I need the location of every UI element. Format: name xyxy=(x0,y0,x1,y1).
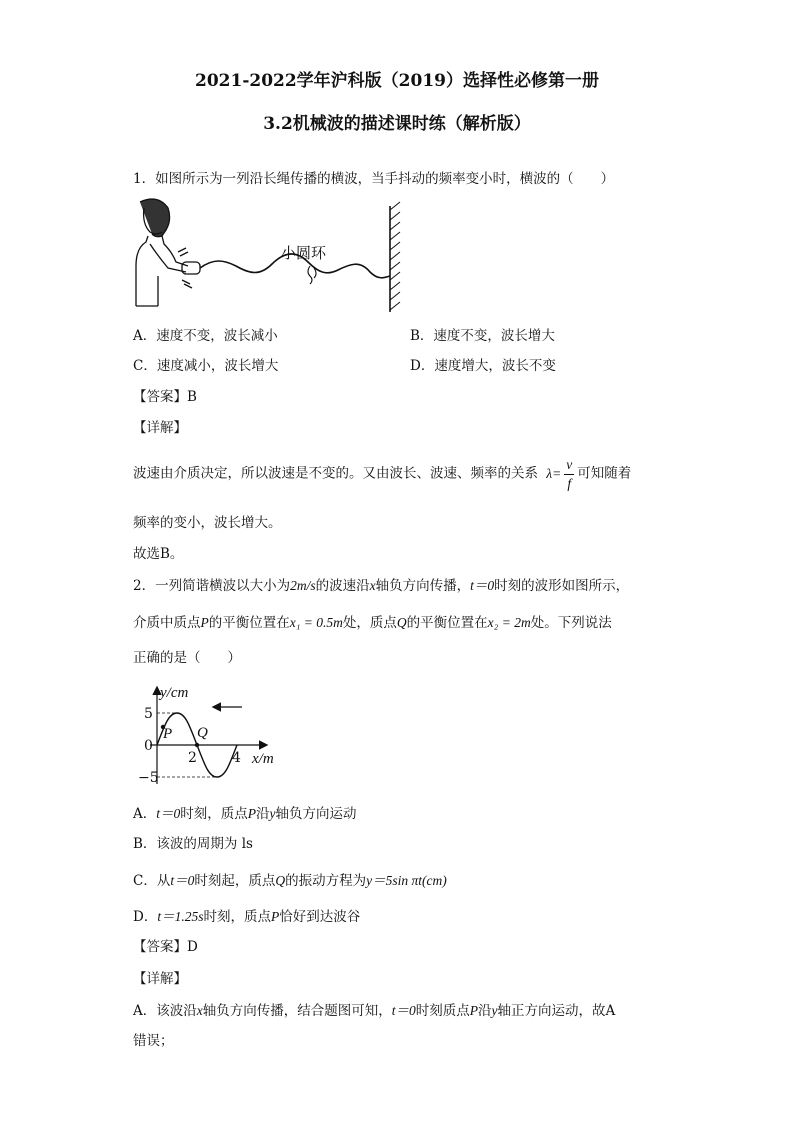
q1-option-d: D．速度增大，波长不变 xyxy=(410,358,556,374)
q2-time: t＝0 xyxy=(156,806,181,821)
graph-x-tick-2: 2 xyxy=(188,750,197,766)
q2-text: 处，质点 xyxy=(342,615,397,631)
q1-detail-heading: 【详解】 xyxy=(133,420,187,436)
document-title-line1: 2021-2022学年沪科版（2019）选择性必修第一册 xyxy=(195,71,599,91)
q2-answer: 【答案】D xyxy=(133,939,198,955)
q2-option-d xyxy=(133,910,360,925)
formula-lhs: λ= xyxy=(546,466,562,482)
q1-detail-text-a: 波速由介质决定，所以波速是不变的。又由波长、波速、频率的关系 xyxy=(133,465,538,482)
q1-detail-line1 xyxy=(133,458,631,490)
q2-point-p: P xyxy=(469,1003,479,1018)
q2-text: 处。下列说法 xyxy=(530,615,612,631)
document-title-line2: 3.2机械波的描述课时练（解析版） xyxy=(263,114,531,134)
graph-point-p-label: P xyxy=(163,726,173,742)
person-illustration xyxy=(136,199,200,306)
q2-text: 2．一列简谐横波以大小为 xyxy=(133,578,291,594)
q2-point-q: Q xyxy=(275,873,286,888)
q2-time: t＝0 xyxy=(391,1003,416,1018)
q2-detail-a xyxy=(133,1004,615,1019)
graph-point-q-label: Q xyxy=(197,725,208,741)
q2-axis-y: y xyxy=(491,1003,498,1018)
q2-text: 的振动方程为 xyxy=(285,873,367,889)
q1-option-a: A．速度不变，波长减小 xyxy=(133,328,278,344)
formula-denominator: f xyxy=(567,475,572,491)
q1-conclusion: 故选B。 xyxy=(133,546,184,562)
q2-text: D． xyxy=(133,909,158,925)
q2-axis-y: y xyxy=(269,806,276,821)
q2-text: 时刻起，质点 xyxy=(194,873,276,889)
q1-stem: 1．如图所示为一列沿长绳传播的横波，当手抖动的频率变小时，横波的（ ） xyxy=(133,171,615,187)
q2-text: 的平衡位置在 xyxy=(208,615,290,631)
q1-figure xyxy=(128,196,418,316)
q2-line3: 正确的是（ ） xyxy=(133,650,241,666)
q2-point-p: P xyxy=(270,909,280,924)
q2-text: 的波速沿 xyxy=(315,578,370,594)
q2-line2 xyxy=(133,616,612,631)
graph-x-label: x/m xyxy=(252,751,274,767)
q2-text: 时刻质点 xyxy=(415,1003,470,1019)
q2-option-a xyxy=(133,807,357,822)
q2-text: A． xyxy=(133,806,157,822)
q2-detail-heading: 【详解】 xyxy=(133,971,187,987)
q2-text: 沿 xyxy=(478,1003,492,1019)
q2-option-c xyxy=(133,874,447,889)
q2-text: C．从 xyxy=(133,873,171,889)
q2-point-q: Q xyxy=(396,615,407,630)
q1-figure-label: 小圆环 xyxy=(281,244,327,262)
q2-axis-x: x xyxy=(196,1003,203,1018)
q2-point-p: P xyxy=(200,615,209,630)
small-ring-icon xyxy=(308,266,316,284)
q2-option-b: B．该波的周期为 ls xyxy=(133,836,253,852)
graph-y-tick-5: 5 xyxy=(144,706,153,722)
q2-text: 恰好到达波谷 xyxy=(279,909,361,925)
q2-text: A．该波沿 xyxy=(133,1003,197,1019)
q2-time: t＝1.25s xyxy=(157,909,204,924)
q2-text: 时刻的波形如图所示， xyxy=(494,578,630,594)
q2-text: 轴正方向运动，故A xyxy=(497,1003,616,1019)
q1-detail-text-b: 可知随着 xyxy=(577,465,632,482)
q2-text: 时刻，质点 xyxy=(180,806,248,822)
formula-numerator: v xyxy=(564,458,574,475)
q2-detail-a-line2: 错误； xyxy=(133,1033,174,1049)
graph-y-tick-0: 0 xyxy=(144,738,153,754)
q2-text: 轴负方向运动 xyxy=(275,806,357,822)
q1-detail-line2: 频率的变小，波长增大。 xyxy=(133,515,282,531)
q2-text: 时刻，质点 xyxy=(203,909,271,925)
q2-axis-x: x xyxy=(369,578,376,593)
q1-answer: 【答案】B xyxy=(133,389,197,405)
q2-time: t＝0 xyxy=(170,873,195,888)
q2-text: 介质中质点 xyxy=(133,615,201,631)
q2-point-p: P xyxy=(247,806,257,821)
q2-text: 的平衡位置在 xyxy=(406,615,488,631)
q2-text: 沿 xyxy=(256,806,270,822)
graph-x-tick-4: 4 xyxy=(232,750,241,766)
q2-text: 轴负方向传播，结合题图可知， xyxy=(202,1003,392,1019)
q2-x2: x₂ = 2m xyxy=(487,615,531,630)
graph-y-label: y/cm xyxy=(160,685,189,701)
formula-fraction xyxy=(564,458,574,490)
q1-option-c: C．速度减小，波长增大 xyxy=(133,358,279,374)
q2-x1: x₁ = 0.5m xyxy=(289,615,343,630)
q1-option-b: B．速度不变，波长增大 xyxy=(410,328,555,344)
q2-line1 xyxy=(133,579,629,594)
q2-time: t＝0 xyxy=(470,578,495,593)
q2-text: 轴负方向传播， xyxy=(375,578,471,594)
point-q-marker xyxy=(195,743,199,747)
graph-y-tick-neg5: −5 xyxy=(138,770,159,786)
q2-speed: 2m/s xyxy=(290,578,316,593)
q2-equation: y＝5sin πt(cm) xyxy=(366,873,447,888)
